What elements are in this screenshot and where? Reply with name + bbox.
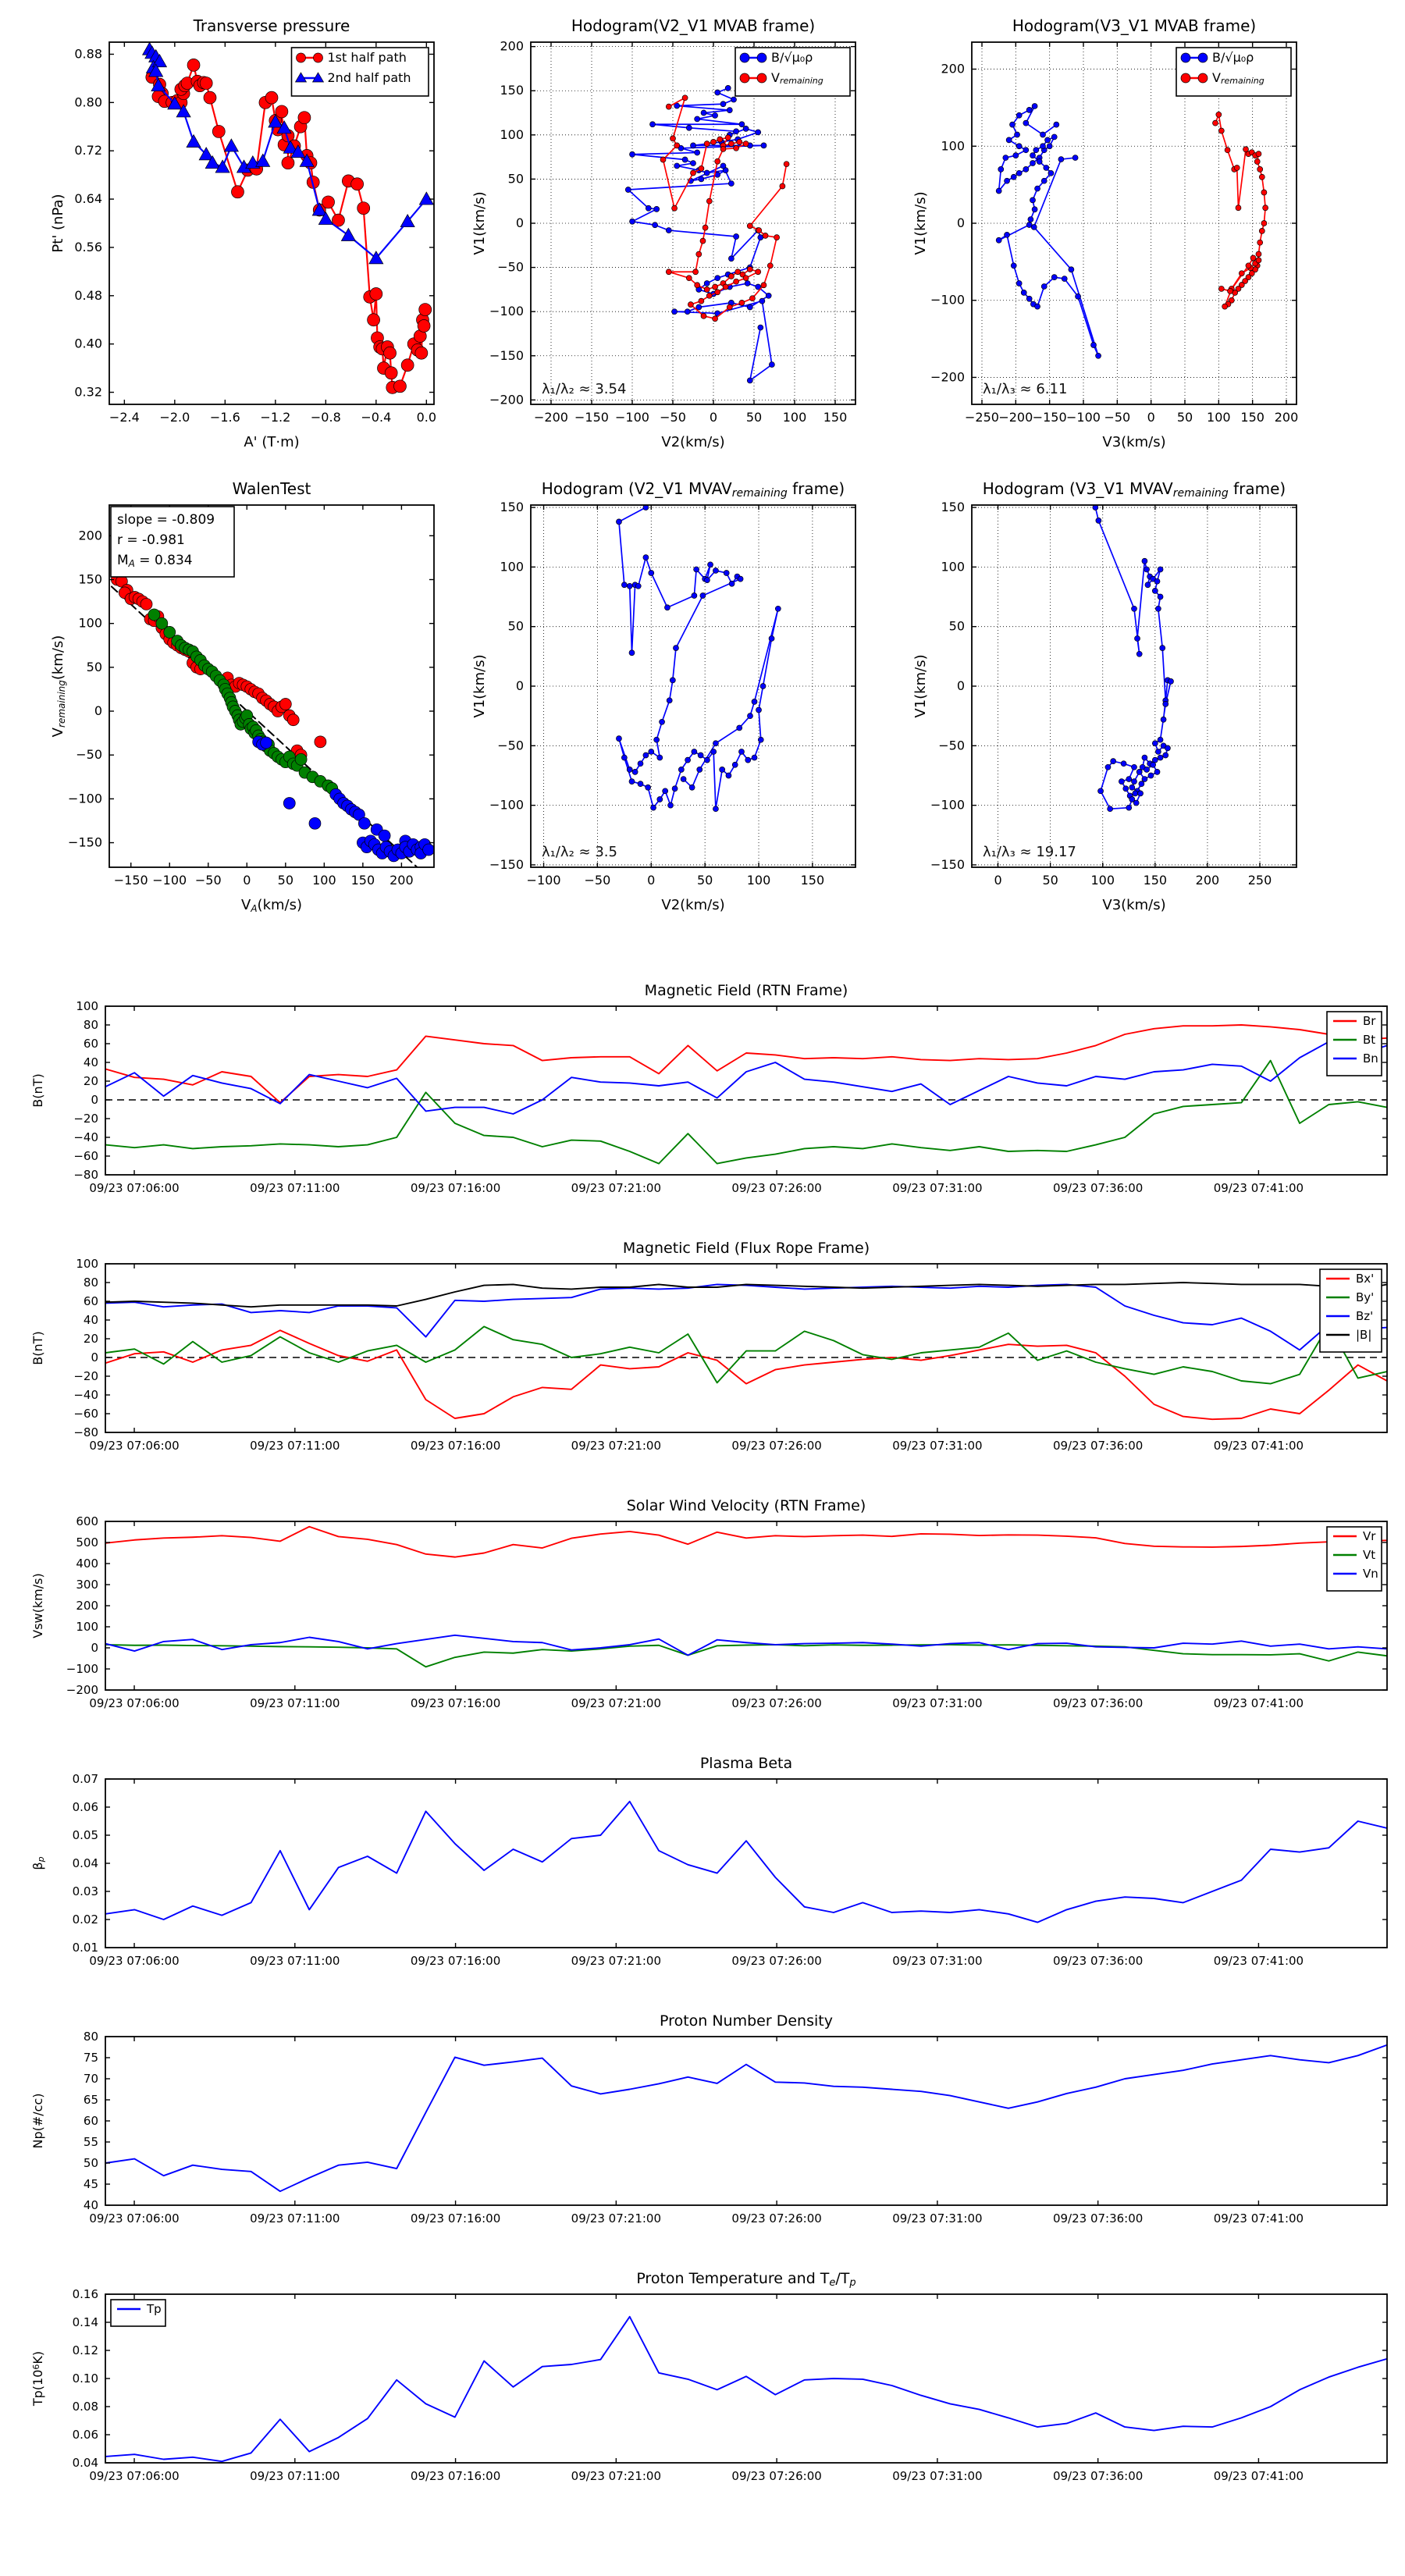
y-tick-label: 60 — [83, 2114, 98, 2128]
x-tick-label: 250 — [1247, 873, 1272, 888]
x-tick-label: 09/23 07:06:00 — [89, 2469, 180, 2483]
y-tick-label: 100 — [941, 559, 965, 575]
x-tick-label: 09/23 07:06:00 — [89, 1696, 180, 1710]
chart-hodogram-v3v1-mvav — [909, 472, 1307, 925]
x-axis-label: V2(km/s) — [661, 897, 725, 913]
y-axis-label: Tp(106K) — [30, 2350, 45, 2407]
chart-series-group — [616, 505, 781, 812]
x-tick-label: 150 — [1240, 410, 1264, 425]
y-axis-label: Vremaining(km/s) — [50, 635, 67, 738]
y-tick-label: 100 — [500, 126, 524, 142]
x-tick-label: 09/23 07:16:00 — [410, 1439, 501, 1453]
y-tick-label: 50 — [507, 171, 524, 187]
y-axis-label: B(nT) — [30, 1331, 45, 1365]
x-tick-label: 09/23 07:21:00 — [571, 1181, 662, 1195]
x-tick-label: 50 — [277, 873, 294, 888]
x-tick-label: 09/23 07:06:00 — [89, 1954, 180, 1968]
chart-series-group — [1093, 505, 1174, 812]
x-tick-label: 09/23 07:36:00 — [1052, 1181, 1144, 1195]
x-tick-label: 09/23 07:11:00 — [250, 1696, 340, 1710]
x-tick-label: 200 — [1274, 410, 1299, 425]
x-tick-label: 150 — [350, 873, 375, 888]
legend-label: Vt — [1363, 1548, 1376, 1562]
chart-svg-1 — [468, 9, 866, 462]
y-tick-label: 100 — [76, 1620, 98, 1634]
x-tick-label: 150 — [1143, 873, 1168, 888]
y-tick-label: 20 — [83, 1074, 98, 1088]
y-tick-label: 300 — [76, 1578, 98, 1592]
x-tick-label: −150 — [113, 873, 148, 888]
chart-svg-6 — [23, 980, 1393, 1222]
legend-label: Bx' — [1356, 1272, 1375, 1286]
y-tick-label: 50 — [86, 659, 102, 674]
y-tick-label: −100 — [489, 304, 524, 319]
y-tick-label: 0.03 — [72, 1884, 98, 1898]
x-tick-label: 09/23 07:06:00 — [89, 1181, 180, 1195]
x-tick-label: −200 — [534, 410, 568, 425]
y-tick-label: 0.04 — [72, 1856, 98, 1870]
chart-svg-2 — [909, 9, 1307, 462]
x-tick-label: 09/23 07:11:00 — [250, 1181, 340, 1195]
x-tick-label: 09/23 07:41:00 — [1213, 1181, 1304, 1195]
x-tick-label: −50 — [584, 873, 611, 888]
y-tick-label: −80 — [73, 1168, 98, 1182]
annotation-text: λ₁/λ₃ ≈ 6.11 — [983, 381, 1068, 397]
y-tick-label: 200 — [76, 1599, 98, 1613]
legend-label: Vn — [1363, 1567, 1378, 1581]
chart-title: Transverse pressure — [193, 16, 350, 35]
y-tick-label: −60 — [73, 1149, 98, 1163]
y-tick-label: 100 — [76, 1257, 98, 1271]
chart-title: Hodogram(V2_V1 MVAB frame) — [571, 16, 816, 35]
x-tick-label: 09/23 07:36:00 — [1052, 1439, 1144, 1453]
x-tick-label: 100 — [312, 873, 336, 888]
x-tick-label: 0 — [709, 410, 718, 425]
x-tick-label: −50 — [1104, 410, 1131, 425]
chart-solar-wind-velocity — [23, 1495, 1393, 1737]
y-tick-label: 200 — [500, 38, 524, 54]
chart-proton-temperature — [23, 2268, 1393, 2510]
y-tick-label: 0.12 — [72, 2343, 98, 2357]
x-tick-label: 09/23 07:26:00 — [731, 2469, 822, 2483]
chart-svg-10 — [23, 2010, 1393, 2252]
y-tick-label: −150 — [489, 856, 524, 872]
y-tick-label: 0.32 — [74, 384, 102, 400]
y-tick-label: 75 — [83, 2051, 98, 2065]
chart-title: Plasma Beta — [699, 1755, 793, 1772]
x-tick-label: 09/23 07:31:00 — [892, 1181, 983, 1195]
x-tick-label: 150 — [823, 410, 848, 425]
y-tick-label: −40 — [73, 1388, 98, 1402]
x-tick-label: 09/23 07:26:00 — [731, 1181, 822, 1195]
chart-series-group — [105, 1025, 1387, 1164]
x-tick-label: −50 — [194, 873, 222, 888]
x-tick-label: 09/23 07:41:00 — [1213, 1439, 1304, 1453]
x-tick-label: −2.0 — [159, 410, 190, 425]
chart-title: Magnetic Field (Flux Rope Frame) — [622, 1240, 870, 1257]
x-tick-label: 09/23 07:26:00 — [731, 2211, 822, 2226]
x-tick-label: 100 — [782, 410, 807, 425]
chart-series-group — [996, 103, 1268, 358]
x-tick-label: 0 — [243, 873, 251, 888]
chart-svg-3 — [47, 472, 445, 925]
y-tick-label: 70 — [83, 2072, 98, 2086]
chart-title: Hodogram (V3_V1 MVAVremaining frame) — [982, 479, 1286, 500]
chart-title: WalenTest — [232, 479, 311, 498]
y-tick-label: 0 — [515, 678, 524, 693]
x-tick-label: 09/23 07:16:00 — [410, 2211, 501, 2226]
y-tick-label: 0.05 — [72, 1828, 98, 1842]
x-axis-label: V3(km/s) — [1102, 897, 1166, 913]
chart-hodogram-v3v1-mvab — [909, 9, 1307, 462]
x-tick-label: 09/23 07:36:00 — [1052, 2469, 1144, 2483]
chart-series-group — [105, 1802, 1387, 1923]
y-axis-label: V1(km/s) — [912, 191, 929, 255]
y-tick-label: 40 — [83, 2198, 98, 2212]
legend-label: B/√μ₀ρ — [1212, 50, 1254, 65]
y-tick-label: 150 — [500, 83, 524, 98]
y-tick-label: −100 — [930, 797, 965, 813]
y-tick-label: −100 — [66, 1662, 98, 1676]
x-tick-label: −100 — [526, 873, 561, 888]
legend-label: Vremaining — [1212, 70, 1264, 87]
x-tick-label: 09/23 07:26:00 — [731, 1439, 822, 1453]
chart-plasma-beta — [23, 1752, 1393, 1994]
y-tick-label: −50 — [497, 259, 524, 275]
y-tick-label: 100 — [78, 615, 102, 631]
y-tick-label: 0 — [956, 215, 965, 230]
y-tick-label: 100 — [941, 138, 965, 154]
y-tick-label: −50 — [497, 738, 524, 753]
chart-series-group — [105, 1283, 1387, 1419]
y-tick-label: 0.14 — [72, 2315, 98, 2329]
y-tick-label: −150 — [930, 856, 965, 872]
chart-magnetic-field-flux-rope — [23, 1237, 1393, 1479]
legend-label: Tp — [147, 2302, 162, 2316]
x-tick-label: −0.4 — [361, 410, 392, 425]
y-tick-label: 55 — [83, 2135, 98, 2149]
x-tick-label: 09/23 07:41:00 — [1213, 2469, 1304, 2483]
legend-label: Br — [1363, 1014, 1376, 1028]
x-tick-label: 0 — [994, 873, 1002, 888]
y-tick-label: 45 — [83, 2177, 98, 2191]
y-tick-label: 0.72 — [74, 143, 102, 158]
x-tick-label: 100 — [746, 873, 771, 888]
x-tick-label: 09/23 07:11:00 — [250, 1439, 340, 1453]
x-axis-label: A' (T·m) — [244, 434, 300, 450]
annotation-text: λ₁/λ₂ ≈ 3.54 — [542, 381, 627, 397]
y-tick-label: −100 — [930, 292, 965, 308]
y-axis-label: Np(#/cc) — [30, 2093, 45, 2149]
y-tick-label: −60 — [73, 1407, 98, 1421]
y-tick-label: −100 — [489, 797, 524, 813]
x-tick-label: −50 — [660, 410, 686, 425]
x-tick-label: 09/23 07:21:00 — [571, 2211, 662, 2226]
x-tick-label: 50 — [1176, 410, 1193, 425]
y-tick-label: 50 — [948, 618, 965, 634]
chart-svg-11 — [23, 2268, 1393, 2510]
y-axis-label: V1(km/s) — [471, 191, 488, 255]
y-tick-label: −50 — [76, 747, 102, 763]
y-tick-label: 150 — [500, 500, 524, 515]
x-axis-label: V3(km/s) — [1102, 434, 1166, 450]
y-tick-label: −200 — [930, 369, 965, 385]
y-axis-label: V1(km/s) — [471, 654, 488, 718]
y-tick-label: 0 — [94, 703, 102, 719]
x-axis-label: VA(km/s) — [241, 897, 302, 914]
y-tick-label: 0 — [956, 678, 965, 693]
x-tick-label: −100 — [615, 410, 649, 425]
x-tick-label: 100 — [1090, 873, 1115, 888]
x-tick-label: 09/23 07:21:00 — [571, 1439, 662, 1453]
x-tick-label: 50 — [745, 410, 763, 425]
x-tick-label: 09/23 07:31:00 — [892, 1696, 983, 1710]
y-axis-label: Vsw(km/s) — [30, 1573, 45, 1638]
chart-hodogram-v2v1-mvab — [468, 9, 866, 462]
x-tick-label: 09/23 07:11:00 — [250, 2469, 340, 2483]
y-tick-label: 0.01 — [72, 1941, 98, 1955]
chart-magnetic-field-rtn — [23, 980, 1393, 1222]
legend-label: 1st half path — [327, 50, 407, 65]
legend-label: B/√μ₀ρ — [771, 50, 813, 65]
chart-title: Proton Number Density — [660, 2012, 833, 2030]
chart-title: Proton Temperature and Te/Tp — [636, 2270, 856, 2289]
y-tick-label: 0.04 — [72, 2456, 98, 2470]
chart-title: Hodogram (V2_V1 MVAVremaining frame) — [541, 479, 845, 500]
x-tick-label: −2.4 — [108, 410, 140, 425]
x-tick-label: 150 — [800, 873, 825, 888]
stats-line: slope = -0.809 — [117, 512, 215, 528]
chart-svg-4 — [468, 472, 866, 925]
chart-svg-5 — [909, 472, 1307, 925]
x-tick-label: 09/23 07:06:00 — [89, 2211, 180, 2226]
legend-label: Bt — [1363, 1033, 1376, 1047]
x-tick-label: 09/23 07:16:00 — [410, 2469, 501, 2483]
x-tick-label: 09/23 07:21:00 — [571, 1696, 662, 1710]
chart-series-group — [105, 2317, 1387, 2461]
y-tick-label: 40 — [83, 1055, 98, 1069]
y-tick-label: 600 — [76, 1514, 98, 1528]
y-tick-label: 50 — [83, 2156, 98, 2170]
legend-label: Vremaining — [771, 70, 823, 87]
x-tick-label: 09/23 07:11:00 — [250, 1954, 340, 1968]
chart-proton-density — [23, 2010, 1393, 2252]
y-tick-label: 80 — [83, 2030, 98, 2044]
y-tick-label: 0.06 — [72, 2428, 98, 2442]
x-tick-label: −200 — [998, 410, 1033, 425]
y-tick-label: 500 — [76, 1535, 98, 1550]
y-tick-label: 0.40 — [74, 336, 102, 351]
x-tick-label: −250 — [965, 410, 999, 425]
legend-label: By' — [1356, 1290, 1375, 1304]
x-tick-label: 09/23 07:36:00 — [1052, 2211, 1144, 2226]
y-tick-label: −200 — [489, 392, 524, 407]
y-tick-label: 0.16 — [72, 2287, 98, 2301]
x-tick-label: 09/23 07:16:00 — [410, 1954, 501, 1968]
y-axis-label: B(nT) — [30, 1073, 45, 1108]
x-tick-label: 0.0 — [416, 410, 437, 425]
y-tick-label: 0.10 — [72, 2371, 98, 2386]
x-tick-label: −100 — [1066, 410, 1101, 425]
x-tick-label: 09/23 07:31:00 — [892, 2211, 983, 2226]
y-axis-label: βp — [30, 1856, 47, 1870]
x-tick-label: 09/23 07:11:00 — [250, 2211, 340, 2226]
x-tick-label: 09/23 07:21:00 — [571, 2469, 662, 2483]
x-tick-label: 09/23 07:06:00 — [89, 1439, 180, 1453]
x-tick-label: −0.8 — [310, 410, 341, 425]
y-tick-label: 400 — [76, 1557, 98, 1571]
chart-title: Magnetic Field (RTN Frame) — [644, 982, 848, 999]
x-tick-label: −150 — [1032, 410, 1067, 425]
chart-svg-7 — [23, 1237, 1393, 1479]
y-tick-label: 0.08 — [72, 2400, 98, 2414]
x-tick-label: 200 — [1195, 873, 1220, 888]
annotation-text: λ₁/λ₂ ≈ 3.5 — [542, 844, 617, 860]
x-tick-label: 09/23 07:16:00 — [410, 1181, 501, 1195]
y-tick-label: 150 — [78, 571, 102, 587]
chart-series-group — [105, 2045, 1387, 2191]
chart-hodogram-v2v1-mvav — [468, 472, 866, 925]
x-tick-label: −1.6 — [209, 410, 240, 425]
x-tick-label: 09/23 07:41:00 — [1213, 1954, 1304, 1968]
chart-series-group — [105, 1527, 1387, 1667]
y-tick-label: 50 — [507, 618, 524, 634]
y-tick-label: 100 — [76, 999, 98, 1013]
x-tick-label: 200 — [389, 873, 414, 888]
y-tick-label: 60 — [83, 1294, 98, 1308]
y-tick-label: −20 — [73, 1112, 98, 1126]
x-tick-label: 50 — [696, 873, 713, 888]
x-tick-label: 09/23 07:31:00 — [892, 1439, 983, 1453]
legend-label: |B| — [1356, 1328, 1372, 1342]
x-tick-label: 09/23 07:26:00 — [731, 1954, 822, 1968]
x-tick-label: −1.2 — [260, 410, 291, 425]
legend-label: 2nd half path — [327, 70, 411, 85]
x-tick-label: 09/23 07:16:00 — [410, 1696, 501, 1710]
x-tick-label: 09/23 07:36:00 — [1052, 1696, 1144, 1710]
y-tick-label: −50 — [938, 738, 965, 753]
y-tick-label: −80 — [73, 1425, 98, 1439]
y-tick-label: −200 — [66, 1683, 98, 1697]
chart-series-group — [111, 574, 434, 881]
x-tick-label: 09/23 07:21:00 — [571, 1954, 662, 1968]
x-tick-label: −100 — [152, 873, 187, 888]
y-axis-label: Pt' (nPa) — [50, 194, 66, 253]
y-tick-label: 20 — [83, 1332, 98, 1346]
y-tick-label: 0 — [91, 1093, 98, 1107]
x-tick-label: 09/23 07:31:00 — [892, 2469, 983, 2483]
x-tick-label: 0 — [1147, 410, 1155, 425]
y-tick-label: 80 — [83, 1018, 98, 1032]
y-tick-label: 0 — [91, 1641, 98, 1655]
x-tick-label: 09/23 07:36:00 — [1052, 1954, 1144, 1968]
y-tick-label: 200 — [941, 61, 965, 76]
y-tick-label: 0.80 — [74, 94, 102, 110]
y-tick-label: −40 — [73, 1130, 98, 1144]
legend-label: Bn — [1363, 1051, 1378, 1066]
stats-line: MA = 0.834 — [117, 553, 193, 569]
chart-transverse-pressure — [47, 9, 445, 462]
y-tick-label: 0.07 — [72, 1772, 98, 1786]
y-tick-label: 0.56 — [74, 239, 102, 254]
y-axis-label: V1(km/s) — [912, 654, 929, 718]
y-tick-label: 0.02 — [72, 1912, 98, 1927]
y-tick-label: 0 — [91, 1350, 98, 1364]
x-tick-label: 09/23 07:26:00 — [731, 1696, 822, 1710]
chart-svg-0 — [47, 9, 445, 462]
annotation-text: λ₁/λ₃ ≈ 19.17 — [983, 844, 1076, 860]
y-tick-label: 100 — [500, 559, 524, 575]
x-tick-label: 50 — [1042, 873, 1058, 888]
y-tick-label: −100 — [68, 791, 102, 806]
x-axis-label: V2(km/s) — [661, 434, 725, 450]
y-tick-label: 0.64 — [74, 191, 102, 207]
x-tick-label: 09/23 07:31:00 — [892, 1954, 983, 1968]
y-tick-label: 0 — [515, 215, 524, 230]
y-tick-label: 60 — [83, 1037, 98, 1051]
x-tick-label: 09/23 07:41:00 — [1213, 1696, 1304, 1710]
chart-series-group — [625, 85, 789, 383]
y-tick-label: 80 — [83, 1276, 98, 1290]
chart-walen-test — [47, 472, 445, 925]
chart-svg-9 — [23, 1752, 1393, 1994]
x-tick-label: 09/23 07:41:00 — [1213, 2211, 1304, 2226]
y-tick-label: 0.48 — [74, 287, 102, 303]
stats-line: r = -0.981 — [117, 532, 185, 548]
y-tick-label: 150 — [941, 500, 965, 515]
y-tick-label: −150 — [68, 834, 102, 850]
x-tick-label: 0 — [647, 873, 656, 888]
y-tick-label: 40 — [83, 1313, 98, 1327]
y-tick-label: −150 — [489, 347, 524, 363]
x-tick-label: 100 — [1207, 410, 1231, 425]
y-tick-label: 65 — [83, 2093, 98, 2107]
legend-label: Bz' — [1356, 1309, 1374, 1323]
y-tick-label: 200 — [78, 528, 102, 543]
chart-title: Solar Wind Velocity (RTN Frame) — [626, 1497, 866, 1514]
x-tick-label: −150 — [574, 410, 609, 425]
y-tick-label: 0.88 — [74, 46, 102, 62]
y-tick-label: −20 — [73, 1369, 98, 1383]
y-tick-label: 0.06 — [72, 1800, 98, 1814]
chart-svg-8 — [23, 1495, 1393, 1737]
legend-label: Vr — [1363, 1529, 1376, 1543]
chart-title: Hodogram(V3_V1 MVAB frame) — [1012, 16, 1257, 35]
